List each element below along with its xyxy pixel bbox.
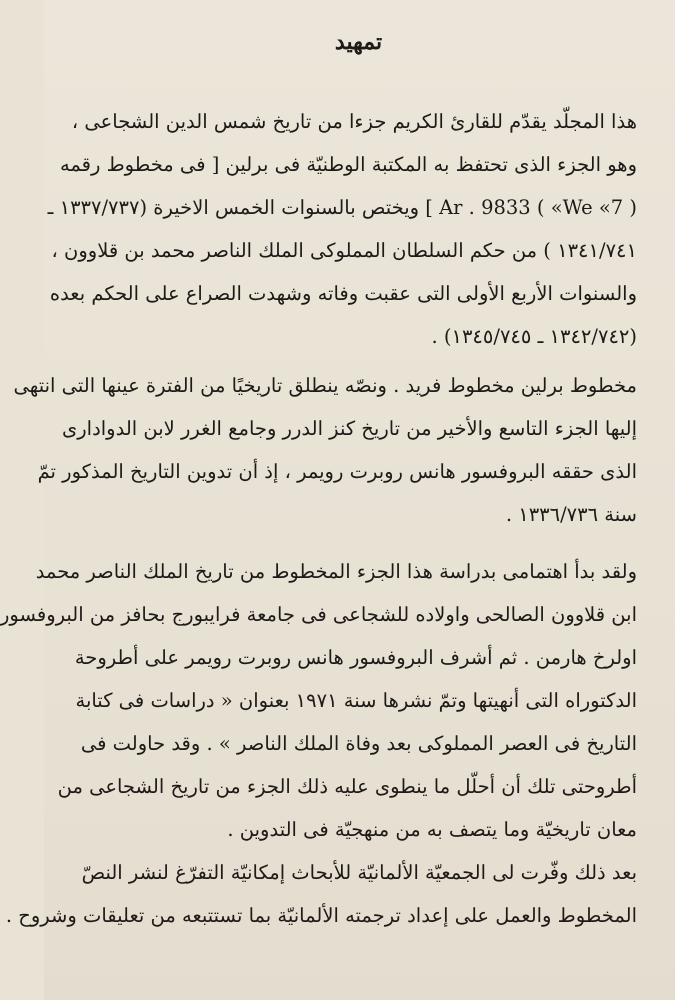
paragraph-3 xyxy=(0,550,637,851)
text-line: ( We «7» ) Ar . 9833 ] ويختص بالسنوات الخمس الاخيرة (١٣٣٧/٧٣٧ ـ xyxy=(47,196,637,219)
text-line: أطروحتى تلك أن أحلّل ما ينطوى عليه ذلك الجزء من تاريخ الشجاعى من xyxy=(57,775,637,798)
page-title: تمهيد xyxy=(334,29,383,55)
text-line: ولقد بدأ اهتمامى بدراسة هذا الجزء المخطوط من تاريخ الملك الناصر محمد xyxy=(35,560,637,583)
text-line: ابن قلاوون الصالحى واولاده للشجاعى فى جامعة فرايبورج بحافز من البروفسور xyxy=(0,603,637,626)
paragraph-2 xyxy=(13,364,637,536)
text-line: (١٣٤٢/٧٤٢ ـ ١٣٤٥/٧٤٥) . xyxy=(431,325,637,348)
text-line: هذا المجلّد يقدّم للقارئ الكريم جزءا من تاريخ شمس الدين الشجاعى ، xyxy=(71,110,637,133)
text-line: والسنوات الأربع الأولى التى عقبت وفاته وشهدت الصراع على الحكم بعده xyxy=(49,282,637,305)
text-line: وهو الجزء الذى تحتفظ به المكتبة الوطنيّة فى برلين [ فى مخطوط رقمه xyxy=(59,153,637,176)
text-line: سنة ١٣٣٦/٧٣٦ . xyxy=(505,503,637,526)
text-line: معان تاريخيّة وما يتصف به من منهجيّة فى التدوين . xyxy=(227,818,637,841)
paragraph-4 xyxy=(5,851,637,937)
text-line: الدكتوراه التى أنهيتها وتمّ نشرها سنة ١٩٧١ بعنوان « دراسات فى كتابة xyxy=(75,689,637,712)
text-line: بعد ذلك وفّرت لى الجمعيّة الألمانيّة للأبحاث إمكانيّة التفرّغ لنشر النصّ xyxy=(81,861,637,884)
text-line: ١٣٤١/٧٤١ ) من حكم السلطان المملوكى الملك الناصر محمد بن قلاوون ، xyxy=(51,239,637,262)
text-line: مخطوط برلين مخطوط فريد . ونصّه ينطلق تاريخيًا من الفترة عينها التى انتهى xyxy=(13,374,637,397)
text-line: التاريخ فى العصر المملوكى بعد وفاة الملك الناصر » . وقد حاولت فى xyxy=(80,732,637,755)
text-line: المخطوط والعمل على إعداد ترجمته الألمانيّة بما تستتبعه من تعليقات وشروح . xyxy=(5,904,637,927)
text-line: الذى حققه البروفسور هانس روبرت رويمر ، إذ أن تدوين التاريخ المذكور تمّ xyxy=(37,460,637,483)
paragraph-1 xyxy=(47,100,637,358)
text-line: اولرخ هارمن . ثم أشرف البروفسور هانس روبرت رويمر على أطروحة xyxy=(74,646,637,669)
text-line: إليها الجزء التاسع والأخير من تاريخ كنز الدرر وجامع الغرر لابن الدوادارى xyxy=(61,417,637,440)
